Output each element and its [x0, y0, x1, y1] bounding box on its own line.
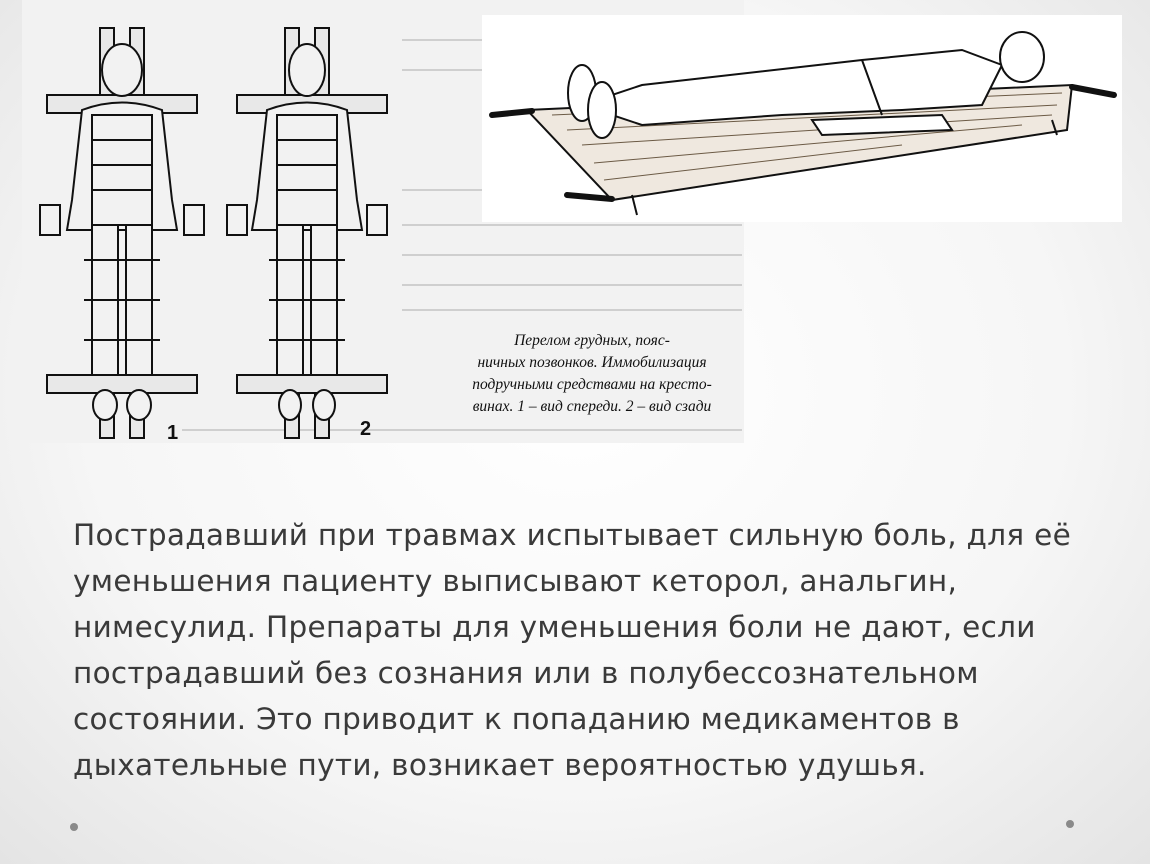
slide-dot-left	[70, 823, 78, 831]
figure-number-1: 1	[167, 422, 179, 444]
figure-number-2: 2	[360, 418, 372, 440]
stretcher-figure	[482, 15, 1122, 222]
figure-front	[40, 28, 204, 438]
main-paragraph: Пострадавший при травмах испытывает сильную боль, для её уменьшения пациенту выписывают кеторол, анальгин, нимесулид. Препараты для уменьшения боли не дают, если пострадавший без сознания или в полубессознательном состоянии. Это приводит к попаданию медикаментов в дыхательные пути, возникает вероятностью удушья.	[73, 518, 1072, 782]
slide-dot-right	[1066, 820, 1074, 828]
figure-caption: Перелом грудных, пояс- ничных позвонков. Иммобилизация подручными средствами на кресто- винах. 1 – вид спереди. 2 – вид сзади	[472, 332, 712, 415]
figure-back	[227, 28, 387, 438]
stretcher-drawing	[482, 15, 1122, 222]
